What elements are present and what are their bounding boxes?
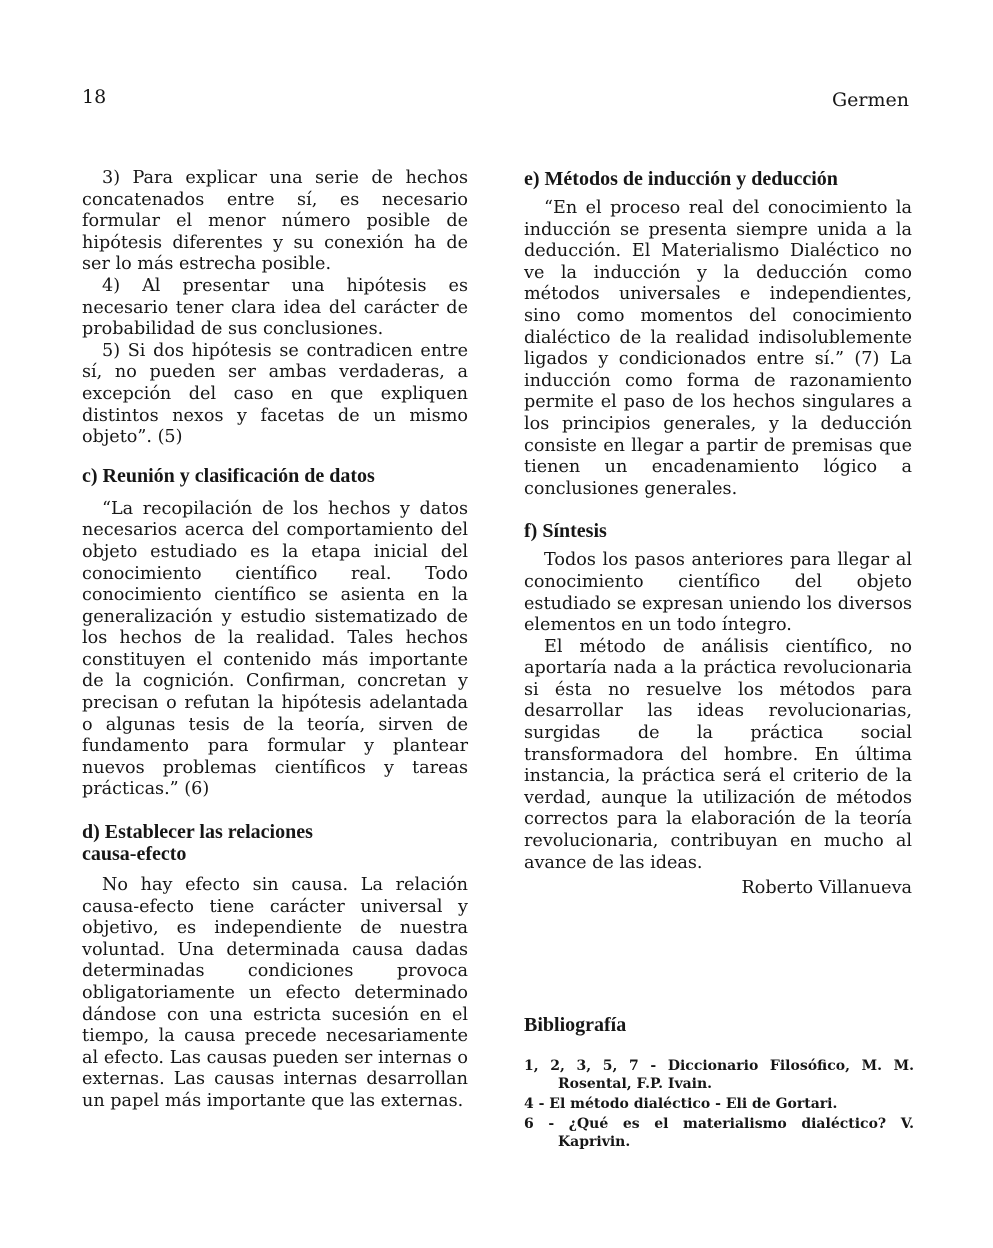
section-e-text: “En el proceso real del conocimiento la inducción se presenta siempre unida a la deducción. El Materialismo Dialéctico no ve la inducción y la deducción como métodos universales e independientes, sino como momentos del conocimiento dialéctico de la realidad indisolublemente ligados y condicionados entre sí.” (7) La inducción como forma de razonamiento permite el paso de los hechos singulares a los principios generales, y la deducción consiste en llegar a partir de premisas que tienen un encadenamiento lógico a conclusiones generales. (524, 198, 912, 499)
section-d-heading (82, 821, 468, 865)
bibliography (524, 1014, 914, 1153)
author-signature: Roberto Villanueva (741, 878, 912, 899)
bibliography-item: 6 - ¿Qué es el materialismo dialéctico? V. Kaprivin. (524, 1116, 914, 1150)
section-d-heading-line2: causa-efecto (82, 843, 187, 866)
bibliography-item: 4 - El método dialéctico - Eli de Gortari. (524, 1096, 838, 1112)
section-d-heading-line1: d) Establecer las relaciones (82, 821, 313, 844)
left-column (82, 168, 468, 1113)
section-c-heading: c) Reunión y clasificación de datos (82, 464, 375, 487)
bibliography-item: 1, 2, 3, 5, 7 - Diccionario Filosófico, M. M. Rosental, F.P. Ivain. (524, 1058, 914, 1092)
section-d-text: No hay efecto sin causa. La relación causa-efecto tiene carácter universal y objetivo, es independiente de nuestra voluntad. Una determinada causa dadas determinadas condiciones provoca obligatoriamente un efecto determinado dándose con una estricta sucesión en el tiempo, la causa precede necesariamente al efecto. Las causas pueden ser internas o externas. Las causas internas desarrollan un papel más importante que las externas. (82, 875, 468, 1111)
section-e-heading: e) Métodos de inducción y deducción (524, 168, 838, 190)
section-f-paragraph-2: El método de análisis científico, no aportaría nada a la práctica revolucionaria si ésta no resuelve los métodos para desarrollar las ideas revolucionarias, surgidas de la práctica social transformadora del hombre. En última instancia, la práctica será el criterio de la verdad, aunque la utilización de métodos correctos para la elaboración de la teoría revolucionaria, contribuyan en mucho al avance de las ideas. (524, 636, 912, 873)
page-number: 18 (82, 86, 107, 108)
right-column (524, 168, 912, 900)
section-f-heading: f) Síntesis (524, 520, 607, 543)
paragraph-4: 4) Al presentar una hipótesis es necesario tener clara idea del carácter de probabilidad de sus conclusiones. (82, 275, 468, 340)
bibliography-heading: Bibliografía (524, 1014, 627, 1036)
running-head: Germen (831, 89, 909, 111)
paragraph-5: 5) Si dos hipótesis se contradicen entre sí, no pueden ser ambas verdaderas, a excepción del caso en que expliquen distintos nexos y facetas de un mismo objeto”. (5) (82, 340, 468, 448)
section-c-text: “La recopilación de los hechos y datos necesarios acerca del comportamiento del objeto estudiado es la etapa inicial del conocimiento científico real. Todo conocimiento científico se asienta en la generalización y estudio sistematizado de los hechos de la realidad. Tales hechos constituyen el contenido más importante de la cognición. Confirman, concretan y precisan o refutan la hipótesis adelantada o algunas tesis de la teoría, sirven de fundamento para formular y plantear nuevos problemas científicos y tareas prácticas.” (6) (82, 498, 468, 800)
section-f-paragraph-1: Todos los pasos anteriores para llegar al conocimiento científico del objeto estudiado se expresan uniendo los diversos elementos en un todo íntegro. (524, 550, 912, 636)
paragraph-3: 3) Para explicar una serie de hechos concatenados entre sí, es necesario formular el menor número posible de hipótesis diferentes y su conexión ha de ser lo más estrecha posible. (82, 168, 468, 275)
